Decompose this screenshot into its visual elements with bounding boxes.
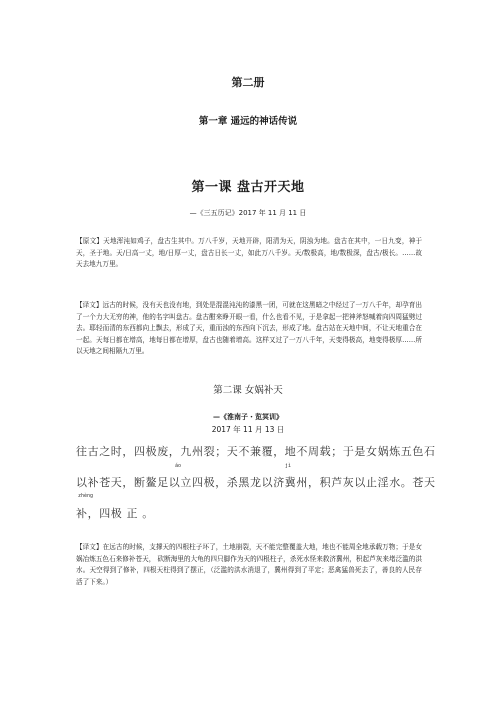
volume-title: 第二册 — [231, 76, 265, 89]
pinyin-annotation: jì — [285, 463, 292, 469]
lesson2-translation: 【译文】在远古的时候，支撑天的四根柱子坏了，土地崩裂，天不能完整覆盖大地，地也不能周全地承载万物；于是女娲冶炼五色石来修补苍天， 砍断海里的大龟的四只脚作为天的四根柱子，杀死水怪来救济冀州，积起芦灰来堵泛滥的洪水。天空得到了修补，四根天柱得到了摆正，（泛滥的洪水消退了，冀州得到了平定；恶禽猛兽死去了，善良的人民存活了下来。） — [76, 543, 422, 586]
pinyin-annotation: zhèng — [78, 493, 94, 499]
lesson2-original-line: 以补苍天，断鳌足以立四极，杀黑龙以济冀州，积芦灰以止淫水。苍天 — [76, 476, 436, 489]
chapter-title: 第一章 遥远的神话传说 — [198, 116, 298, 127]
lesson2-title: 第二课 女娲补天 — [213, 385, 283, 396]
lesson1-source: —《三五历记》2017 年 11 月 11 日 — [189, 209, 307, 217]
lesson1-title: 第一课 盘古开天地 — [191, 180, 305, 195]
lesson2-source: —《淮南子・览冥训》 — [213, 413, 283, 421]
lesson1-translation: 【译文】远古的时候，没有天也没有地，到处是混混沌沌的漆黑一团，可就在这黑暗之中经过了一万八千年，却孕育出了一个力大无穷的神，他的名字叫盘古。盘古酣来睁开眼一看，什么也看不见，于是拿起一把神斧怒喊着向四周猛劈过去。耶轻而清的东西都向上飘去，形成了天，重而浊的东西向下沉去，形成了地。盘古站在天地中间，不让天地重合在一起。天每日都在增高，地每日都在增厚，盘古也随着增高。这样又过了一万八千年，天变得极高，地变得极厚……所以天地之间相隔九万里。 — [76, 301, 422, 355]
lesson2-original-line: 往古之时，四极废，九州裂；天不兼覆，地不周载；于是女娲炼五色石 — [76, 445, 436, 458]
lesson2-original-line: 补，四极 正 。 — [76, 507, 154, 520]
lesson2-date: 2017 年 11 月 13 日 — [211, 425, 285, 434]
pinyin-annotation: áo — [175, 463, 182, 469]
lesson1-original-text: 【原文】天地浑沌如鸡子，盘古生其中。万八千岁，天地开辟，阳清为天，阴浊为地。盘古在其中，一日九变，神于天，圣于地。天/日高一丈，地/日厚一丈，盘古日长一丈，如此万八千岁。天/数极高，地/数极深，盘古/极长。……故天去地九万里。 — [76, 237, 422, 268]
